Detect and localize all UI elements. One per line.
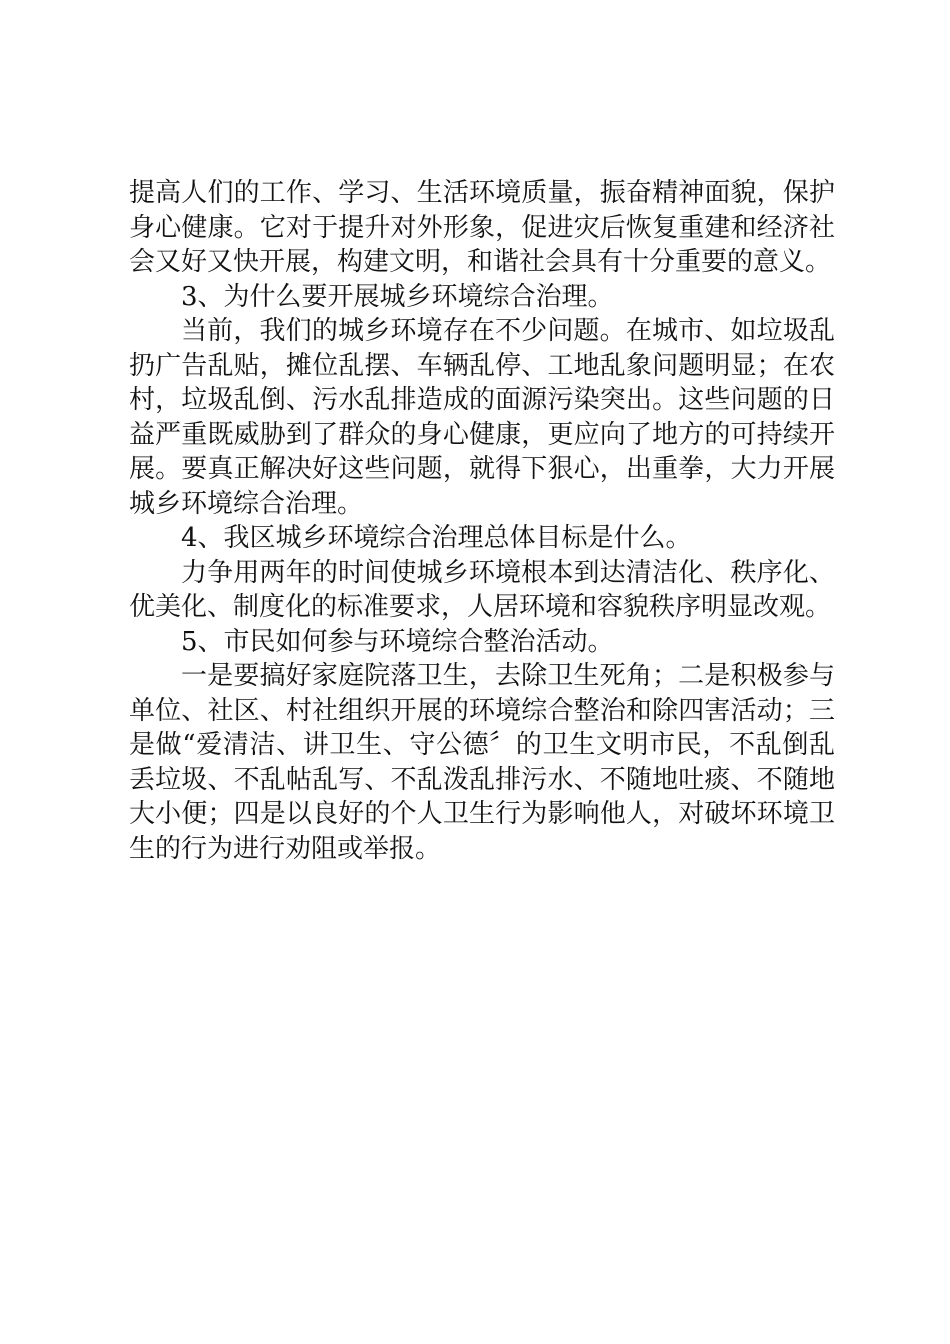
answer-paragraph-4: 力争用两年的时间使城乡环境根本到达清洁化、秩序化、优美化、制度化的标准要求，人居环境和容貌秩序明显改观。 (129, 557, 835, 622)
question-heading-4: 4、我区城乡环境综合治理总体目标是什么。 (181, 523, 692, 553)
answer-paragraph-3: 当前，我们的城乡环境存在不少问题。在城市、如垃圾乱扔广告乱贴，摊位乱摆、车辆乱停、工地乱象问题明显；在农村，垃圾乱倒、污水乱排造成的面源污染突出。这些问题的日益严重既威胁到了群众的身心健康，更应向了地方的可持续开展。要真正解决好这些问题，就得下狠心，出重拳，大力开展城乡环境综合治理。 (129, 316, 835, 519)
question-heading-5: 5、市民如何参与环境综合整治活动。 (181, 626, 614, 657)
question-heading-3: 3、为什么要开展城乡环境综合治理。 (181, 281, 614, 312)
document-body (129, 176, 835, 866)
paragraph-continuation: 提高人们的工作、学习、生活环境质量，振奋精神面貌，保护身心健康。它对于提升对外形象，促进灾后恢复重建和经济社会又好又快开展，构建文明，和谐社会具有十分重要的意义。 (129, 178, 835, 277)
answer-paragraph-5: 一是要搞好家庭院落卫生，去除卫生死角；二是积极参与单位、社区、村社组织开展的环境综合整治和除四害活动；三是做“爱清洁、讲卫生、守公德〞的卫生文明市民，不乱倒乱丢垃圾、不乱帖乱写、不乱泼乱排污水、不随地吐痰、不随地大小便；四是以良好的个人卫生行为影响他人，对破坏环境卫生的行为进行劝阻或举报。 (129, 661, 835, 864)
